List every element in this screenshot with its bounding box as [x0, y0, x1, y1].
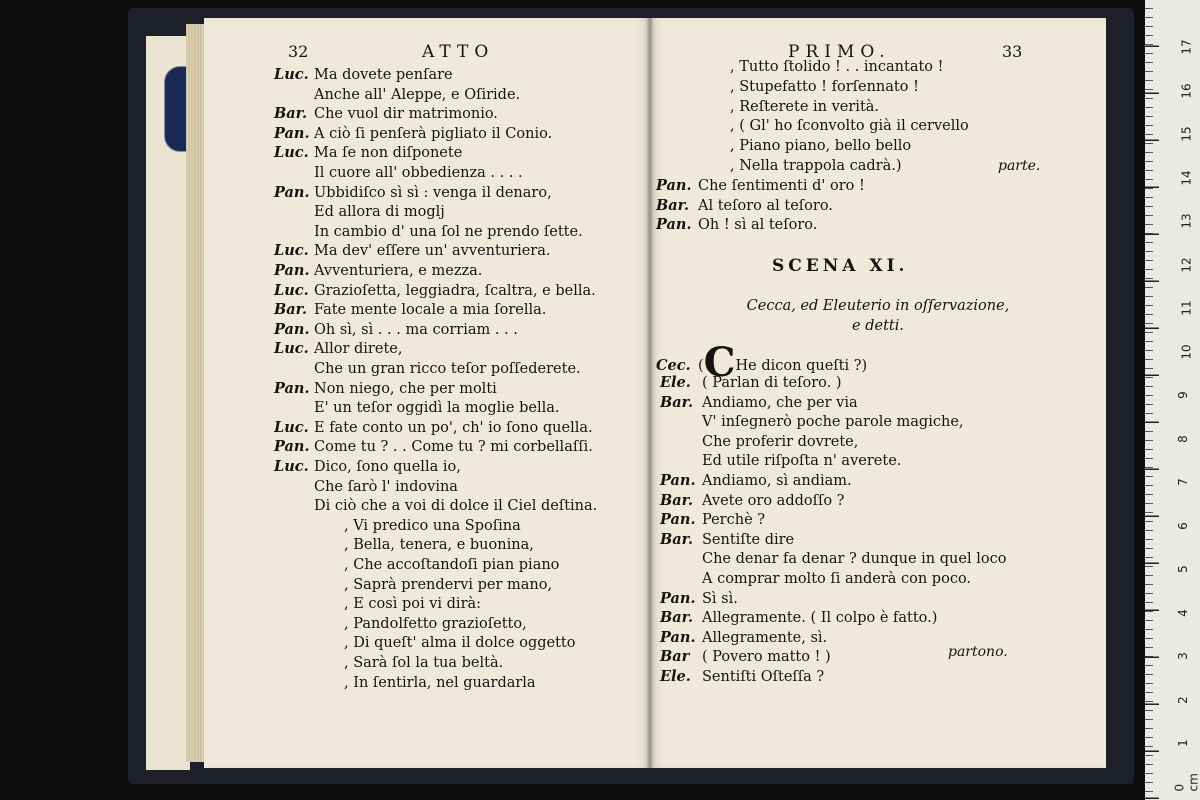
dialogue-line: [660, 472, 852, 490]
dialogue-line: [274, 282, 596, 300]
dialogue-line: [656, 117, 969, 135]
dialogue-line: [656, 58, 943, 76]
line-text: Allegramente, sì.: [702, 629, 828, 646]
dialogue-line: [660, 590, 738, 608]
line-text: Che ſarò l' indovina: [314, 478, 458, 495]
line-text: ( Povero matto ! ): [702, 649, 831, 666]
line-text: , Nella trappola cadrà.): [730, 158, 902, 174]
line-text: Fate mente locale a mia ſorella.: [314, 302, 547, 319]
gutter: [646, 18, 654, 768]
left-running-head: ATTO: [422, 42, 495, 62]
line-text: Non niego, che per molti: [314, 380, 497, 397]
speaker: Pan.: [660, 511, 696, 529]
speaker: Pan.: [274, 183, 310, 201]
line-text: , Bella, tenera, e buonina,: [344, 537, 534, 554]
dialogue-line: [274, 301, 546, 319]
dialogue-line: [274, 576, 552, 594]
line-text: , Tutto ſtolido ! . . incantato !: [730, 59, 944, 75]
line-text: Grazioſetta, leggiadra, ſcaltra, e bella.: [314, 282, 596, 299]
dialogue-line: [274, 438, 593, 456]
line-text: Ma ſe non diſponete: [314, 145, 463, 162]
line-text: , Di queſt' alma il dolce oggetto: [344, 635, 576, 652]
ruler-mark: 17: [1179, 39, 1194, 55]
line-text: Che vuol dir matrimonio.: [314, 106, 498, 123]
speaker: Luc.: [274, 340, 309, 358]
speaker: Bar.: [274, 301, 308, 319]
dialogue-line: [274, 223, 583, 241]
line-text: Che proferir dovrete,: [702, 433, 859, 450]
line-text: ( Parlan di teſoro. ): [702, 375, 842, 391]
ruler-mark: 13: [1179, 213, 1194, 229]
line-text: Al teſoro al teſoro.: [698, 197, 833, 214]
dialogue-line: [274, 86, 520, 104]
ruler-mark: 1: [1175, 739, 1190, 747]
line-text: , E così poi vi dirà:: [344, 596, 482, 613]
dialogue-line: [660, 531, 794, 549]
dialogue-line: [274, 497, 597, 515]
dialogue-line: [660, 570, 971, 588]
dialogue-line: [274, 595, 481, 613]
line-text: E fate conto un po', ch' io ſono quella.: [314, 419, 593, 436]
scene-description-cont: e detti.: [852, 318, 904, 334]
dialogue-line: [274, 105, 498, 123]
ruler-mark: 14: [1179, 169, 1194, 186]
dialogue-line: [660, 550, 1006, 568]
dialogue-line: [274, 125, 552, 143]
dialogue-line: [274, 203, 445, 221]
line-text: Che un gran ricco teſor poſſederete.: [314, 361, 581, 377]
speaker: Cec.: [656, 357, 691, 374]
speaker: Bar.: [660, 530, 694, 548]
dialogue-line: [274, 340, 402, 358]
line-text: In cambio d' una ſol ne prendo ſette.: [314, 223, 583, 240]
line-text: V' inſegnerò poche parole magiche,: [702, 414, 964, 431]
dialogue-line: [274, 615, 527, 633]
dialogue-line: [660, 374, 842, 392]
speaker: Pan.: [656, 176, 692, 194]
line-text: , In ſentirla, nel guardarla: [344, 674, 536, 691]
line-text: , Che accoſtandoſi pian piano: [344, 557, 560, 573]
speaker: Luc.: [274, 418, 309, 436]
speaker: Pan.: [274, 262, 310, 279]
speaker: Bar: [660, 648, 690, 666]
ruler-mark: 8: [1175, 434, 1190, 443]
speaker: Bar.: [660, 393, 694, 411]
dialogue-line: [656, 216, 817, 234]
paren: (: [698, 358, 704, 374]
line-text: Sentiſte dire: [702, 531, 795, 548]
dialogue-line: [274, 419, 593, 437]
line-text: , Piano piano, bello bello: [730, 138, 912, 155]
dialogue-line: [274, 536, 534, 554]
line-text: Ma dev' eſſere un' avventuriera.: [314, 243, 551, 260]
ruler-mark: 15: [1179, 126, 1194, 142]
line-text: Ubbidiſco sì sì : venga il denaro,: [314, 184, 552, 201]
ruler-mark: 11: [1179, 300, 1194, 316]
dialogue-line: [274, 242, 551, 260]
line-text: Andiamo, sì andiam.: [702, 473, 852, 489]
line-text: Allegramente. ( Il colpo è fatto.): [702, 610, 938, 627]
line-text: Allor direte,: [314, 341, 403, 358]
dialogue-line: [274, 321, 518, 339]
dialogue-line: [274, 654, 503, 672]
speaker: Pan.: [274, 379, 310, 397]
speaker: Bar.: [274, 105, 308, 123]
line-text: Oh sì, sì . . . ma corriam . . .: [314, 321, 518, 338]
line-text: Perchè ?: [702, 512, 766, 529]
speaker: Luc.: [274, 144, 309, 162]
speaker: Pan.: [274, 124, 310, 142]
dialogue-line: [274, 360, 581, 378]
speaker: Luc.: [274, 242, 309, 260]
speaker: Bar.: [660, 609, 694, 627]
dialogue-line: [660, 413, 964, 431]
dialogue-line: [274, 144, 462, 162]
ruler-mark: 9: [1175, 391, 1190, 399]
line-text: , Sarà ſol la tua beltà.: [344, 655, 504, 671]
dialogue-line: [660, 629, 827, 647]
right-running-head: PRIMO.: [788, 42, 891, 62]
line-text: , Pandolfetto grazioſetto,: [344, 615, 527, 632]
line-text: Ed allora di moglj: [314, 204, 445, 221]
ruler-mark: 5: [1175, 565, 1190, 573]
dialogue-line: [274, 556, 559, 574]
line-text: E' un teſor oggidì la moglie bella.: [314, 400, 560, 417]
line-text: , Stupefatto ! forſennato !: [730, 78, 919, 95]
speaker: Pan.: [660, 472, 696, 489]
speaker: Luc.: [274, 66, 309, 83]
line-text: Come tu ? . . Come tu ? mi corbellaſſi.: [314, 439, 593, 456]
left-page-number: 32: [288, 42, 309, 61]
dialogue-line: [660, 452, 901, 470]
line-text: , Vi predico una Spoſina: [344, 517, 521, 534]
line-text: Il cuore all' obbedienza . . . .: [314, 165, 523, 181]
line-text: Avventuriera, e mezza.: [314, 263, 483, 279]
exit-direction: parte.: [998, 158, 1041, 174]
line-text: A comprar molto ſi anderà con poco.: [702, 571, 972, 587]
speaker: Pan.: [274, 438, 310, 456]
dialogue-line: [660, 492, 844, 510]
speaker: Luc.: [274, 281, 309, 299]
dialogue-line: [274, 478, 458, 496]
ruler-mark: 3: [1175, 652, 1190, 660]
line-text: Dico, ſono quella io,: [314, 459, 461, 475]
line-text: Che ſentimenti d' oro !: [698, 177, 865, 194]
ruler-mark: 4: [1175, 608, 1190, 617]
speaker: Pan.: [660, 589, 696, 607]
line-text: , Reſterete in verità.: [730, 98, 880, 115]
dialogue-line: [660, 609, 937, 627]
speaker: Bar.: [660, 491, 694, 509]
dialogue-line: [660, 394, 858, 412]
line-text: Che denar fa denar ? dunque in quel loco: [702, 551, 1007, 568]
dialogue-line: [656, 157, 902, 175]
dialogue-line: [656, 197, 833, 215]
dialogue-line: [274, 399, 559, 417]
line-text: Andiamo, che per via: [702, 394, 858, 411]
dialogue-line: [656, 98, 879, 116]
ruler-mark: 2: [1175, 695, 1190, 704]
dialogue-line: [274, 674, 536, 692]
dialogue-line: [274, 164, 523, 182]
dialogue-line: [274, 66, 453, 84]
ruler-mark: 12: [1179, 256, 1194, 273]
line-text: , ( Gl' ho ſconvolto già il cervello: [730, 118, 969, 135]
dialogue-line: [274, 262, 482, 280]
scene-title: SCENA XI.: [772, 256, 909, 276]
dialogue-line: [660, 511, 765, 529]
dialogue-line: [274, 634, 575, 652]
dialogue-line: [274, 184, 552, 202]
ruler-mark: 7: [1175, 478, 1190, 486]
right-page-number: 33: [1002, 42, 1023, 61]
speaker: Pan.: [656, 216, 692, 234]
ruler-mark: 10: [1179, 343, 1194, 360]
line-text: Anche all' Aleppe, e Oſiride.: [314, 86, 521, 103]
ruler-mark: 6: [1175, 521, 1190, 530]
line-text: , Saprà prendervi per mano,: [344, 576, 553, 593]
dialogue-line: [274, 458, 461, 476]
dialogue-line: [274, 517, 521, 535]
speaker: Pan.: [274, 320, 310, 338]
scene-description: Cecca, ed Eleuterio in oſſervazione,: [746, 298, 1010, 314]
left-page: [204, 18, 650, 768]
dialogue-line: [274, 380, 497, 398]
speaker: Luc.: [274, 458, 309, 475]
ruler-unit-label: 0 cm: [1172, 773, 1200, 792]
ruler-mark: 16: [1179, 82, 1194, 99]
dialogue-line: [656, 78, 919, 96]
dialogue-line: [660, 433, 858, 451]
measuring-ruler: [1145, 0, 1200, 800]
line-text: A ciò ſi penſerà pigliato il Conio.: [314, 125, 553, 142]
speaker: Pan.: [660, 628, 696, 646]
line-text: Oh ! sì al teſoro.: [698, 217, 818, 234]
line-text: Sentiſti Oſteſſa ?: [702, 669, 825, 685]
line-text: Di ciò che a voi di dolce il Ciel deſtina.: [314, 498, 598, 515]
drop-cap: C: [703, 339, 736, 386]
dialogue-line: [656, 137, 911, 155]
exit-direction: partono.: [948, 644, 1008, 660]
line-text: Ed utile riſpoſta n' averete.: [702, 453, 902, 470]
dialogue-line: [656, 177, 865, 195]
speaker: Bar.: [656, 196, 690, 214]
speaker: Ele.: [660, 374, 691, 391]
dialogue-line: [660, 648, 831, 666]
right-page: [650, 18, 1106, 768]
line-text: Avete oro addoſſo ?: [702, 492, 845, 509]
dialogue-line: [660, 668, 824, 686]
speaker: Ele.: [660, 668, 691, 685]
line-text: Sì sì.: [702, 590, 738, 607]
line-text: He dicon queſti ?): [735, 358, 868, 374]
line-text: Ma dovete penſare: [314, 67, 453, 83]
